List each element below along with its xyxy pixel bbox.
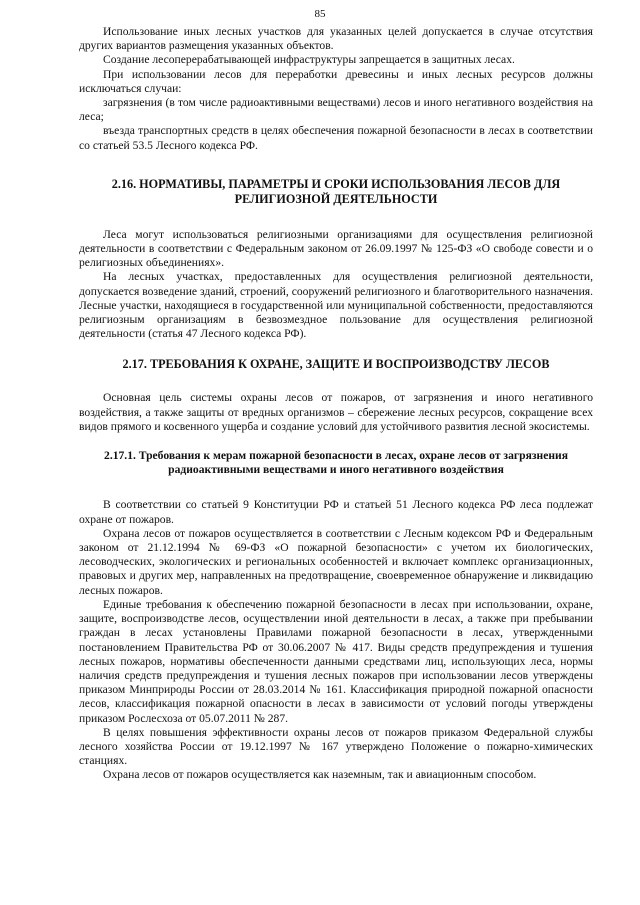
spacer xyxy=(79,372,593,391)
paragraph: загрязнения (в том числе радиоактивными веществами) лесов и иного негативного воздействия на леса; xyxy=(79,96,593,124)
paragraph: Охрана лесов от пожаров осуществляется в соответствии с Лесным кодексом РФ и Федеральным законом от 21.12.1994 № 69-ФЗ «О пожарной безопасности» с учетом их биологических, лесоводческих, экологических и региональных особенностей и включает комплекс организационных, правовых и других мер, направленных на предотвращение, своевременное обнаружение и ликвидацию лесных пожаров. xyxy=(79,526,593,597)
paragraph: Основная цель системы охраны лесов от пожаров, от загрязнения и иного негативного воздействия, а также защиты от вредных организмов – сбережение лесных ресурсов, сокращение всех видов прямого и косвенного ущерба и создание условий для устойчивого развития лесной экосистемы. xyxy=(79,391,593,433)
section-heading-2-16: 2.16. НОРМАТИВЫ, ПАРАМЕТРЫ И СРОКИ ИСПОЛЬЗОВАНИЯ ЛЕСОВ ДЛЯ РЕЛИГИОЗНОЙ ДЕЯТЕЛЬНОСТИ xyxy=(111,176,561,206)
page-number: 85 xyxy=(314,8,326,20)
paragraph: Единые требования к обеспечению пожарной безопасности в лесах при использовании, охране, защите, воспроизводстве лесов, осуществлении иной деятельности в лесах, а также при пребывании граждан в лесах установлены Правилами пожарной безопасности в лесах, утвержденными постановлением Правительства РФ от 30.06.2007 № 417. Виды средств предупреждения и тушения лесных пожаров, нормативы обеспеченности данными средствами лиц, использующих леса, нормы наличия средств предупреждения и тушения лесных пожаров при использовании лесов утверждены приказом Минприроды России от 28.03.2014 № 161. Классификация природной пожарной опасности лесов, классификация пожарной опасности в лесах в зависимости от условий погоды утверждены приказом Рослесхоза от 05.07.2011 № 287. xyxy=(79,597,593,725)
paragraph: В соответствии со статьей 9 Конституции РФ и статьей 51 Лесного кодекса РФ леса подлежат охране от пожаров. xyxy=(79,498,593,526)
spacer xyxy=(79,207,593,228)
paragraph: Леса могут использоваться религиозными организациями для осуществления религиозной деятельности в соответствии с Федеральным законом от 26.09.1997 № 125-ФЗ «О свободе совести и о религиозных объединениях». xyxy=(79,227,593,270)
subsection-heading-2-17-1: 2.17.1. Требования к мерам пожарной безопасности в лесах, охране лесов от загрязнения радиоактивными веществами и иного негативного воздействия xyxy=(104,449,568,477)
spacer xyxy=(79,477,593,498)
page-body xyxy=(79,25,593,783)
spacer xyxy=(79,153,593,177)
spacer xyxy=(79,341,593,357)
paragraph: въезда транспортных средств в целях обеспечения пожарной безопасности в лесах в соответствии со статьей 53.5 Лесного кодекса РФ. xyxy=(79,124,593,152)
paragraph: На лесных участках, предоставленных для осуществления религиозной деятельности, допускается возведение зданий, строений, сооружений религиозного и благотворительного назначения. Лесные участки, находящиеся в государственной или муниципальной собственности, предоставляются религиозным организациям в безвозмездное пользование для осуществления религиозной деятельности (статья 47 Лесного кодекса РФ). xyxy=(79,270,593,341)
paragraph: При использовании лесов для переработки древесины и иных лесных ресурсов должны исключаться случаи: xyxy=(79,67,593,95)
paragraph: Создание лесоперерабатывающей инфраструктуры запрещается в защитных лесах. xyxy=(103,53,515,67)
spacer xyxy=(79,434,593,449)
paragraph: Охрана лесов от пожаров осуществляется как наземным, так и авиационным способом. xyxy=(103,768,537,782)
paragraph: В целях повышения эффективности охраны лесов от пожаров приказом Федеральной службы лесного хозяйства России от 19.12.1997 № 167 утверждено Положение о пожарно-химических станциях. xyxy=(79,725,593,768)
section-heading-2-17: 2.17. ТРЕБОВАНИЯ К ОХРАНЕ, ЗАЩИТЕ И ВОСПРОИЗВОДСТВУ ЛЕСОВ xyxy=(122,357,550,372)
paragraph: Использование иных лесных участков для указанных целей допускается в случае отсутствия других вариантов размещения указанных объектов. xyxy=(79,25,593,53)
